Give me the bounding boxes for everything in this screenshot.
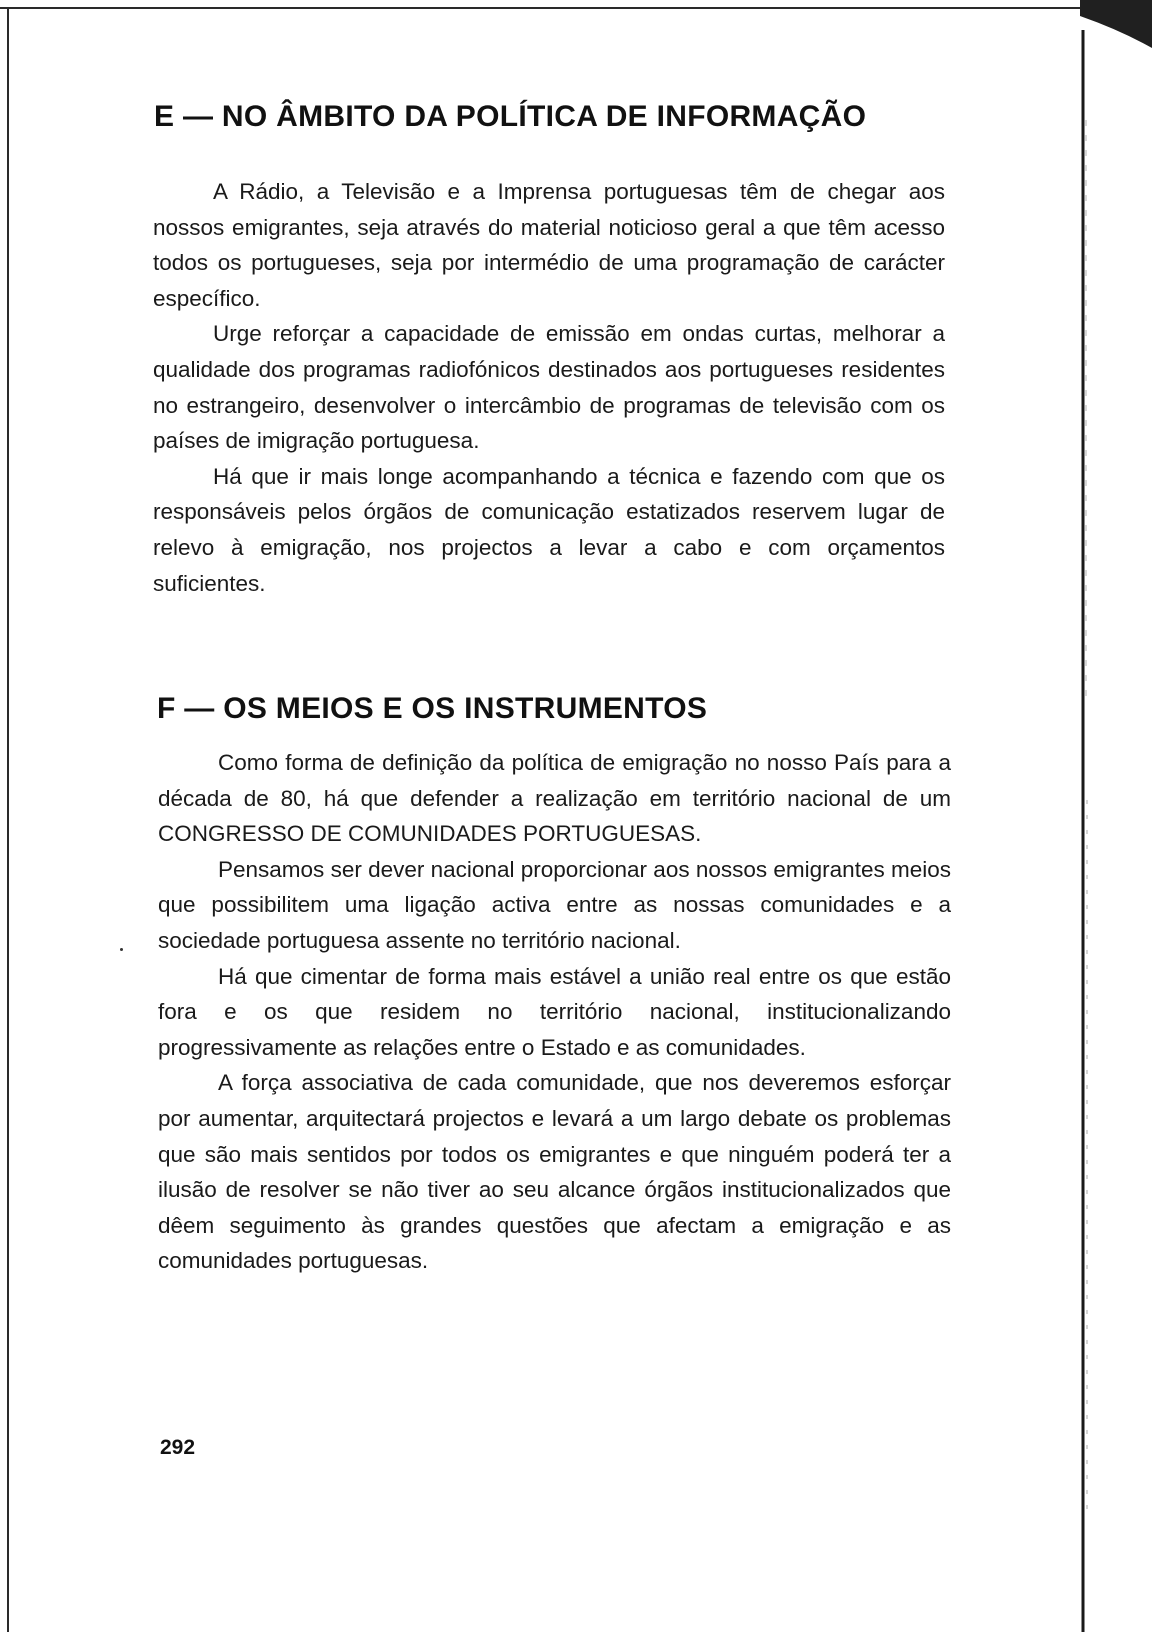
page-number: 292	[160, 1436, 196, 1459]
page-left-border	[7, 7, 9, 1632]
section-f-paragraph-1: Como forma de definição da política de emigração no nosso País para a década de 80, há que defender a realização em território nacional de um CONGRESSO DE COMUNIDADES PORTUGUESAS.	[158, 750, 951, 847]
scan-speck	[120, 948, 123, 951]
spine-shadow	[1080, 0, 1152, 1632]
binding-margin	[1080, 0, 1152, 1632]
section-e-paragraph-1: A Rádio, a Televisão e a Imprensa portuguesas têm de chegar aos nossos emigrantes, seja através do material noticioso geral a que têm acesso todos os portugueses, seja por intermédio de uma programação de carácter específico.	[153, 179, 945, 311]
section-f-paragraph-3: Há que cimentar de forma mais estável a união real entre os que estão fora e os que residem no território nacional, institucionalizando progressivamente as relações entre o Estado e as comunidades.	[158, 963, 951, 1060]
section-e-body	[153, 174, 945, 601]
section-f-heading: F — OS MEIOS E OS INSTRUMENTOS	[157, 692, 708, 725]
section-e-paragraph-3: Há que ir mais longe acompanhando a técnica e fazendo com que os responsáveis pelos órgãos de comunicação estatizados reservem lugar de relevo à emigração, nos projectos a levar a cabo e com orçamentos suficientes.	[153, 463, 945, 596]
section-e-paragraph-2: Urge reforçar a capacidade de emissão em ondas curtas, melhorar a qualidade dos programas radiofónicos destinados aos portugueses residentes no estrangeiro, desenvolver o intercâmbio de programas de televisão com os países de imigração portuguesa.	[153, 321, 945, 454]
section-f-body	[158, 745, 951, 1279]
section-f-paragraph-4: A força associativa de cada comunidade, que nos deveremos esforçar por aumentar, arquitectará projectos e levará a um largo debate os problemas que são mais sentidos por todos os emigrantes e que ninguém poderá ter a ilusão de resolver se não tiver ao seu alcance órgãos institucionalizados que dêem seguimento às grandes questões que afectam a emigração e as comunidades portuguesas.	[158, 1070, 951, 1274]
page-top-border	[0, 7, 1090, 9]
section-e-heading: E — NO ÂMBITO DA POLÍTICA DE INFORMAÇÃO	[154, 100, 867, 133]
section-f-paragraph-2: Pensamos ser dever nacional proporcionar aos nossos emigrantes meios que possibilitem uma ligação activa entre as nossas comunidades e a sociedade portuguesa assente no território nacional.	[158, 856, 951, 953]
